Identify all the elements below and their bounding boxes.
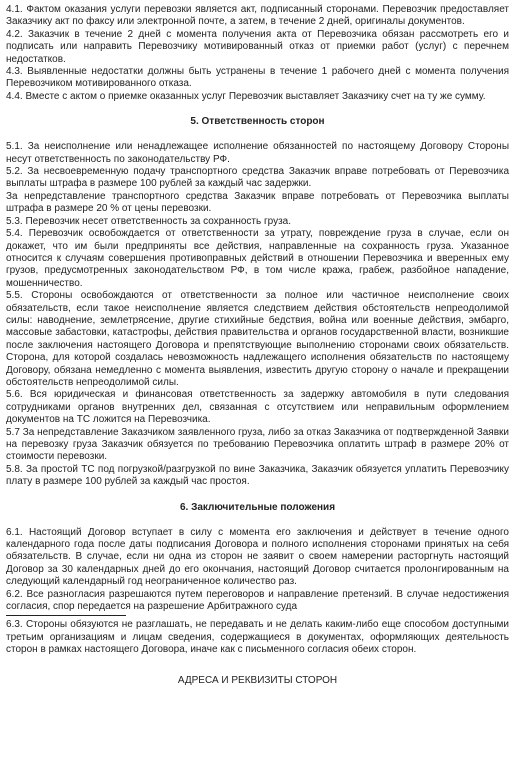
clause-6-1: 6.1. Настоящий Договор вступает в силу с момента его заключения и действует в течение одного календарного года после даты подписания Договора и полного исполнения сторонами принятых на себя обязательств. В случае, если ни одна из сторон не заявит о своем намерении расторгнуть настоящий Договор за 30 календарных дней до его окончания, настоящий Договор считается пролонгированным на следующий календарный год неограниченное количество раз. (6, 526, 509, 588)
clause-5-6: 5.6. Вся юридическая и финансовая ответственность за задержку автомобиля в пути следования сотрудниками органов внутренних дел, связанная с отсутствием или неправильным оформлением документов на ТС ложится на Перевозчика. (6, 389, 509, 426)
addresses-title: АДРЕСА И РЕКВИЗИТЫ СТОРОН (177, 674, 338, 686)
clause-4-4: 4.4. Вместе с актом о приемке оказанных услуг Перевозчик выставляет Заказчику счет на ту же сумму. (6, 90, 486, 102)
section-5-title: 5. Ответственность сторон (190, 116, 325, 128)
clause-5-3: 5.3. Перевозчик несет ответственность за сохранность груза. (6, 215, 291, 227)
clause-5-4: 5.4. Перевозчик освобождается от ответственности за утрату, повреждение груза в случае, если он докажет, что им были предприняты все действия, направленные на сохранность груза. Указанное относится к случаям совершения противоправных действий в отношении Перевозчика и вверенных ему грузов, предусмотренных законодательством РФ, в том числе кража, грабеж, разбойное нападение, мошенничество. (6, 228, 509, 289)
clause-5-5: 5.5. Стороны освобождаются от ответственности за полное или частичное неисполнение своих обязательств, если такое неисполнение является следствием действия обстоятельств непреодолимой силы: наводнение, землетрясение, другие стихийные бедствия, война или военные действия, эмбарго, массовые забастовки, катастрофы, действия правительства и органов государственной власти, возникшие после заключения настоящего Договора и препятствующие выполнению сторонами своих обязательств. Сторона, для которой создалась невозможность надлежащего исполнения обязательств по настоящему Договору, обязана немедленно с момента выявления, известить другую сторону о начале и прекращении обстоятельств непреодолимой силы. (6, 290, 509, 388)
clause-5-2-continued: За непредставление транспортного средства Заказчик вправе потребовать от Перевозчика выплаты штрафа в размере 20 % от цены перевозки. (6, 190, 509, 215)
clause-6-2: 6.2. Все разногласия разрешаются путем переговоров и направление претензий. В случае недостижения согласия, спор передается на разрешение Арбитражного суда (6, 588, 509, 613)
clause-5-8: 5.8. За простой ТС под погрузкой/разгрузкой по вине Заказчика, Заказчик обязуется уплатить Перевозчику плату в размере 100 рублей за каждый час простоя. (6, 463, 509, 488)
clause-5-7: 5.7 За непредставление Заказчиком заявленного груза, либо за отказ Заказчика от подтвержденной Заявки на перевозку груза Заказчик обязуется по требованию Перевозчика оплатить штраф в размере 20% от стоимости перевозки. (6, 426, 509, 463)
clause-4-1: 4.1. Фактом оказания услуги перевозки является акт, подписанный сторонами. Перевозчик предоставляет Заказчику акт по факсу или электронной почте, а затем, в течение 2 дней, оригиналы документов. (6, 4, 509, 28)
clause-5-2: 5.2. За несвоевременную подачу транспортного средства Заказчик вправе потребовать от Перевозчика выплаты штрафа в размере 100 рублей за каждый час задержки. (6, 166, 509, 190)
clause-4-2: 4.2. Заказчик в течение 2 дней с момента получения акта от Перевозчика обязан рассмотреть его и подписать или направить Перевозчику мотивированный отказ от приемки работ (услуг) с перечнем недостатков. (6, 28, 509, 65)
section-4-items (6, 4, 509, 103)
clause-5-1: 5.1. За неисполнение или ненадлежащее исполнение обязанностей по настоящему Договору Стороны несут ответственность по законодательству РФ. (6, 141, 509, 165)
section-6-items (6, 527, 509, 657)
section-5-items (6, 141, 509, 488)
blank-fill-line (6, 615, 126, 616)
clause-4-3: 4.3. Выявленные недостатки должны быть устранены в течение 1 рабочего дней с момента получения Перевозчиком мотивированного отказа. (6, 66, 509, 90)
clause-6-3: 6.3. Стороны обязуются не разглашать, не передавать и не делать каким-либо еще способом доступными третьим организациям и лицам сведения, содержащиеся в документах, оформляющих деятельность сторон в рамках настоящего Договора, иначе как с письменного согласия обеих сторон. (6, 619, 509, 656)
section-6-title: 6. Заключительные положения (179, 501, 336, 513)
